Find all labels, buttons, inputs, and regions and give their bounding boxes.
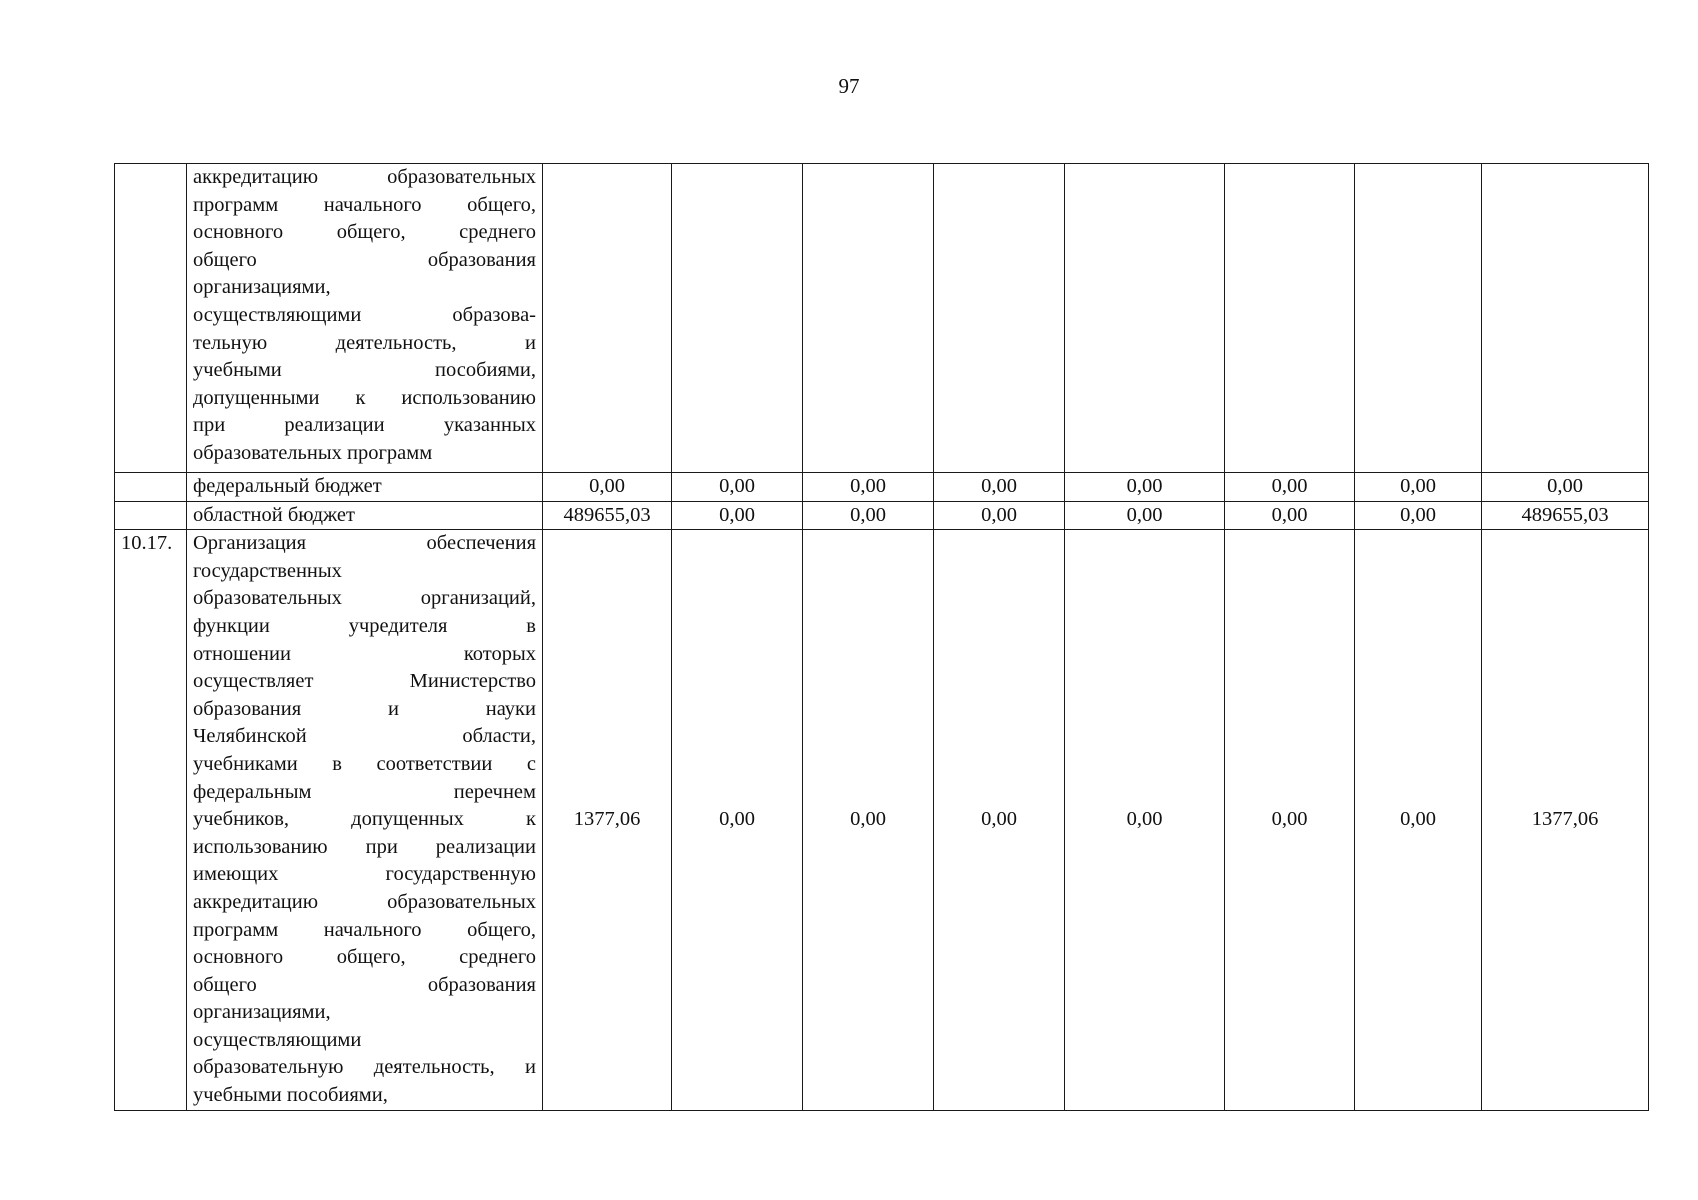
page-number: 97	[838, 74, 860, 98]
value-cell: 0,00	[934, 530, 1065, 1110]
budget-table	[114, 163, 1649, 1111]
value-cell	[1355, 164, 1482, 473]
value-cell	[1482, 164, 1649, 473]
name-text-line: учебными пособиями,	[193, 359, 536, 382]
name-text-line: федеральным перечнем	[193, 780, 536, 803]
name-text-line: основного общего, среднего	[193, 946, 536, 969]
value-cell: 0,00	[672, 501, 803, 530]
value-cell: 0,00	[1225, 501, 1355, 530]
name-text-line: образования и науки	[193, 697, 536, 720]
row-index-cell	[115, 473, 187, 502]
value-cell	[1225, 164, 1355, 473]
value-cell: 0,00	[672, 473, 803, 502]
table-row-federal-budget	[115, 473, 1649, 502]
value-cell: 0,00	[1065, 501, 1225, 530]
value-cell: 0,00	[1225, 473, 1355, 502]
name-text-line: основного общего, среднего	[193, 221, 536, 244]
value-cell: 0,00	[803, 530, 934, 1110]
row-name-cell	[187, 164, 543, 473]
name-text-line: программ начального общего,	[193, 193, 536, 216]
name-text-line: образовательных программ	[193, 441, 433, 464]
name-text-line: образовательных организаций,	[193, 587, 536, 610]
value-cell: 0,00	[803, 473, 934, 502]
name-text-line: учебниками в соответствии с	[193, 752, 536, 775]
name-text-line: отношении которых	[193, 642, 536, 665]
name-text-line: общего образования	[193, 248, 536, 271]
value-cell	[934, 164, 1065, 473]
name-text-line: учебными пособиями,	[193, 1084, 388, 1107]
row-name-cell	[187, 530, 543, 1110]
value-cell: 1377,06	[1482, 530, 1649, 1110]
value-cell: 0,00	[934, 501, 1065, 530]
name-text-line: функции учредителя в	[193, 614, 536, 637]
value-cell: 0,00	[1355, 530, 1482, 1110]
name-text-line: допущенными к использованию	[193, 386, 536, 409]
value-cell: 0,00	[1065, 530, 1225, 1110]
row-index-cell	[115, 501, 187, 530]
name-text-line: организациями,	[193, 1001, 331, 1024]
name-text-line: аккредитацию образовательных	[193, 890, 536, 913]
value-cell: 0,00	[1225, 530, 1355, 1110]
value-cell: 0,00	[1355, 501, 1482, 530]
value-cell	[803, 164, 934, 473]
name-text-line: государственных	[193, 559, 342, 582]
value-cell: 0,00	[543, 473, 672, 502]
name-text-line: общего образования	[193, 973, 536, 996]
name-text-line: учебников, допущенных к	[193, 808, 536, 831]
name-text-line: осуществляющими	[193, 1028, 362, 1051]
table-row-continuation	[115, 164, 1649, 473]
value-cell	[672, 164, 803, 473]
value-cell: 489655,03	[543, 501, 672, 530]
value-cell	[543, 164, 672, 473]
funding-source-label: федеральный бюджет	[187, 473, 543, 502]
value-cell: 0,00	[1482, 473, 1649, 502]
name-text-line: использованию при реализации	[193, 835, 536, 858]
value-cell: 0,00	[934, 473, 1065, 502]
name-text-line: при реализации указанных	[193, 414, 536, 437]
table-row-regional-budget	[115, 501, 1649, 530]
value-cell: 489655,03	[1482, 501, 1649, 530]
table-row-item-10-17	[115, 530, 1649, 1110]
name-text-line: Организация обеспечения	[193, 532, 536, 555]
value-cell: 0,00	[1355, 473, 1482, 502]
row-index-cell: 10.17.	[115, 530, 187, 1110]
value-cell	[1065, 164, 1225, 473]
name-text-line: аккредитацию образовательных	[193, 166, 536, 188]
name-text-line: Челябинской области,	[193, 725, 536, 748]
name-text-line: организациями,	[193, 276, 331, 299]
funding-source-label: областной бюджет	[187, 501, 543, 530]
value-cell: 1377,06	[543, 530, 672, 1110]
name-text-line: программ начального общего,	[193, 918, 536, 941]
value-cell: 0,00	[803, 501, 934, 530]
name-text-line: осуществляет Министерство	[193, 670, 536, 693]
name-text-line: образовательную деятельность, и	[193, 1056, 536, 1079]
name-text-line: осуществляющими образова-	[193, 303, 536, 326]
value-cell: 0,00	[1065, 473, 1225, 502]
row-index-cell	[115, 164, 187, 473]
name-text-line: тельную деятельность, и	[193, 331, 536, 354]
value-cell: 0,00	[672, 530, 803, 1110]
name-text-line: имеющих государственную	[193, 863, 536, 886]
